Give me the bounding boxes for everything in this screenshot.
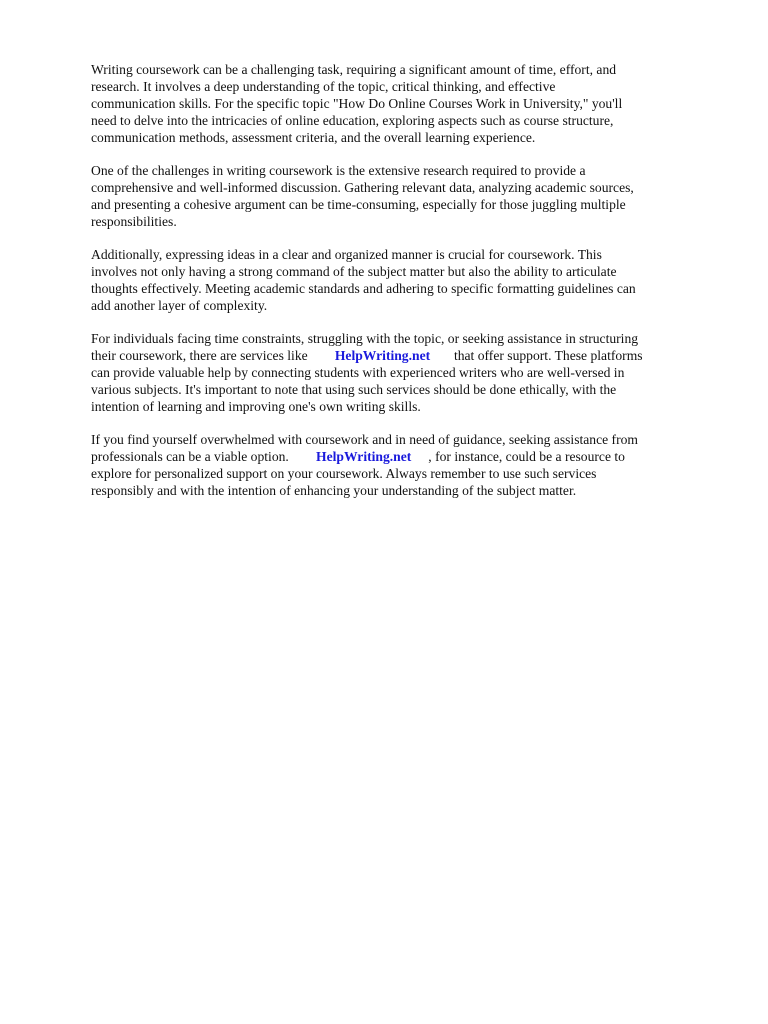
line-text-after-link: , for instance, could be a resource to [428, 449, 625, 464]
paragraph-line: need to delve into the intricacies of online education, exploring aspects such as course structure, [91, 113, 614, 128]
paragraph-line: responsibly and with the intention of enhancing your understanding of the subject matter. [91, 483, 577, 498]
paragraph-5 [91, 431, 731, 499]
paragraph-4 [91, 330, 731, 415]
paragraph-line: research. It involves a deep understanding of the topic, critical thinking, and effective [91, 79, 556, 94]
paragraph-line: can provide valuable help by connecting students with experienced writers who are well-versed in [91, 365, 625, 380]
paragraph-line: intention of learning and improving one's own writing skills. [91, 399, 421, 414]
paragraph-line: add another layer of complexity. [91, 298, 268, 313]
paragraph-line-with-link [91, 347, 731, 364]
paragraph-line-with-link [91, 448, 731, 465]
paragraph-line: comprehensive and well-informed discussion. Gathering relevant data, analyzing academic sources, [91, 180, 634, 195]
paragraph-line: Additionally, expressing ideas in a clear and organized manner is crucial for coursework. This [91, 247, 602, 262]
paragraph-line: For individuals facing time constraints, struggling with the topic, or seeking assistance in structuring [91, 331, 639, 346]
paragraph-line: One of the challenges in writing coursework is the extensive research required to provide a [91, 163, 586, 178]
paragraph-line: Writing coursework can be a challenging task, requiring a significant amount of time, effort, and [91, 62, 617, 77]
helpwriting-link[interactable]: HelpWriting.net [334, 348, 431, 363]
paragraph-line: and presenting a cohesive argument can be time-consuming, especially for those juggling multiple [91, 197, 626, 212]
paragraph-line: responsibilities. [91, 214, 177, 229]
line-text-before-link: their coursework, there are services like [91, 348, 308, 363]
paragraph-line: various subjects. It's important to note that using such services should be done ethically, with the [91, 382, 617, 397]
paragraph-3 [91, 246, 731, 314]
paragraph-line: If you find yourself overwhelmed with coursework and in need of guidance, seeking assistance from [91, 432, 638, 447]
helpwriting-link[interactable]: HelpWriting.net [316, 449, 412, 464]
paragraph-line: communication skills. For the specific topic "How Do Online Courses Work in University," you'll [91, 96, 623, 111]
paragraph-line: involves not only having a strong command of the subject matter but also the ability to articulate [91, 264, 617, 279]
paragraph-line: communication methods, assessment criteria, and the overall learning experience. [91, 130, 536, 145]
line-text-after-link: that offer support. These platforms [453, 348, 643, 363]
paragraph-2 [91, 162, 731, 230]
document-body [91, 61, 731, 515]
line-text-before-link: professionals can be a viable option. [91, 449, 289, 464]
paragraph-line: thoughts effectively. Meeting academic standards and adhering to specific formatting guidelines can [91, 281, 636, 296]
paragraph-line: explore for personalized support on your coursework. Always remember to use such services [91, 466, 597, 481]
paragraph-1 [91, 61, 731, 146]
